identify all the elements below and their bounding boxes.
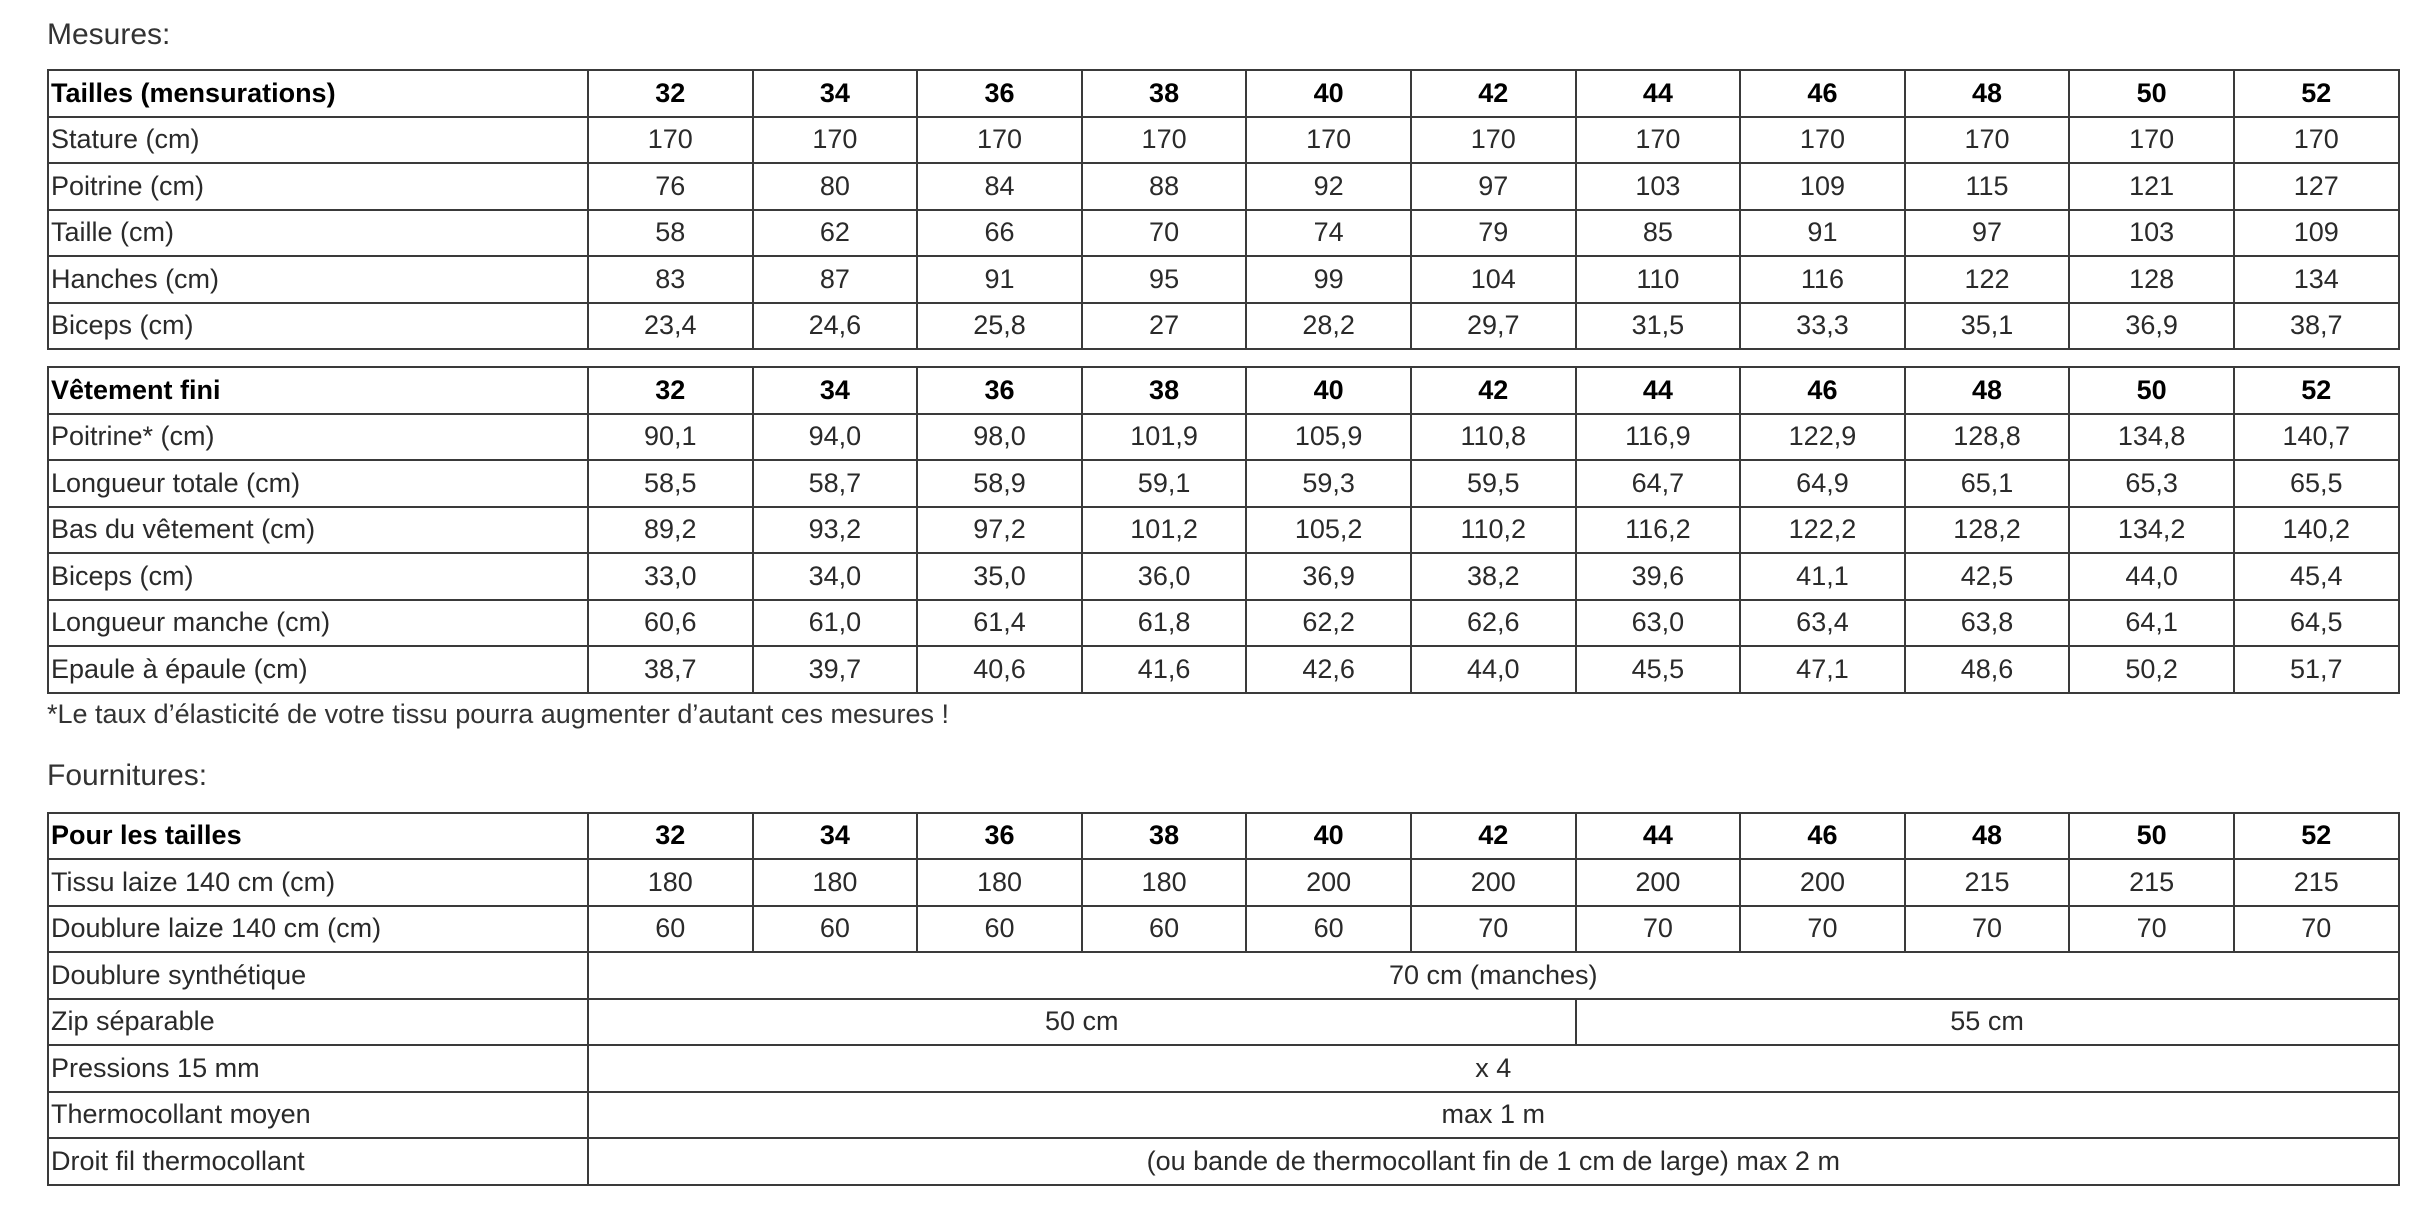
- table-row: [48, 163, 2399, 210]
- value-cell: 59,1: [1082, 460, 1247, 507]
- size-header-cell: 42: [1411, 813, 1576, 860]
- value-cell: 74: [1246, 210, 1411, 257]
- value-cell: 109: [1740, 163, 1905, 210]
- size-header-cell: 42: [1411, 70, 1576, 117]
- value-cell: 170: [753, 117, 918, 164]
- value-cell: 88: [1082, 163, 1247, 210]
- value-cell: 35,0: [917, 553, 1082, 600]
- value-cell: 47,1: [1740, 646, 1905, 693]
- size-header-cell: 50: [2069, 367, 2234, 414]
- size-header-cell: 36: [917, 813, 1082, 860]
- value-cell: 76: [588, 163, 753, 210]
- value-cell: 34,0: [753, 553, 918, 600]
- value-cell: 36,0: [1082, 553, 1247, 600]
- value-cell: 44,0: [1411, 646, 1576, 693]
- value-cell: 140,2: [2234, 507, 2399, 554]
- value-cell: 170: [1246, 117, 1411, 164]
- value-cell: 33,3: [1740, 303, 1905, 350]
- value-cell: 116: [1740, 256, 1905, 303]
- table-row: [48, 460, 2399, 507]
- row-label-cell: Zip séparable: [48, 999, 588, 1046]
- merged-value-cell: x 4: [588, 1045, 2399, 1092]
- value-cell: 200: [1740, 859, 1905, 906]
- value-cell: 80: [753, 163, 918, 210]
- value-cell: 63,0: [1576, 600, 1741, 647]
- table-row: [48, 210, 2399, 257]
- value-cell: 66: [917, 210, 1082, 257]
- value-cell: 110: [1576, 256, 1741, 303]
- elasticity-footnote: *Le taux d’élasticité de votre tissu pourra augmenter d’autant ces mesures !: [47, 698, 949, 729]
- size-header-cell: 40: [1246, 367, 1411, 414]
- size-header-cell: 52: [2234, 70, 2399, 117]
- size-header-cell: 44: [1576, 813, 1741, 860]
- value-cell: 200: [1576, 859, 1741, 906]
- size-header-cell: 36: [917, 367, 1082, 414]
- merged-value-cell: 50 cm: [588, 999, 1576, 1046]
- table-row: [48, 859, 2399, 906]
- merged-value-cell: 55 cm: [1576, 999, 2399, 1046]
- value-cell: 101,9: [1082, 414, 1247, 461]
- value-cell: 215: [1905, 859, 2070, 906]
- size-header-cell: 50: [2069, 70, 2234, 117]
- value-cell: 94,0: [753, 414, 918, 461]
- row-label-cell: Doublure synthétique: [48, 952, 588, 999]
- value-cell: 31,5: [1576, 303, 1741, 350]
- value-cell: 116,2: [1576, 507, 1741, 554]
- size-header-cell: 38: [1082, 813, 1247, 860]
- value-cell: 104: [1411, 256, 1576, 303]
- value-cell: 29,7: [1411, 303, 1576, 350]
- value-cell: 83: [588, 256, 753, 303]
- value-cell: 89,2: [588, 507, 753, 554]
- value-cell: 95: [1082, 256, 1247, 303]
- value-cell: 61,8: [1082, 600, 1247, 647]
- size-header-cell: 40: [1246, 70, 1411, 117]
- size-header-cell: 48: [1905, 70, 2070, 117]
- value-cell: 60: [1246, 906, 1411, 953]
- row-label-cell: Biceps (cm): [48, 303, 588, 350]
- value-cell: 134,2: [2069, 507, 2234, 554]
- value-cell: 122: [1905, 256, 2070, 303]
- value-cell: 170: [2069, 117, 2234, 164]
- value-cell: 45,4: [2234, 553, 2399, 600]
- value-cell: 64,5: [2234, 600, 2399, 647]
- value-cell: 180: [588, 859, 753, 906]
- row-label-cell: Longueur manche (cm): [48, 600, 588, 647]
- value-cell: 27: [1082, 303, 1247, 350]
- value-cell: 42,5: [1905, 553, 2070, 600]
- value-cell: 41,6: [1082, 646, 1247, 693]
- size-header-cell: 48: [1905, 367, 2070, 414]
- value-cell: 36,9: [1246, 553, 1411, 600]
- value-cell: 170: [1905, 117, 2070, 164]
- value-cell: 79: [1411, 210, 1576, 257]
- value-cell: 140,7: [2234, 414, 2399, 461]
- value-cell: 70: [1740, 906, 1905, 953]
- value-cell: 109: [2234, 210, 2399, 257]
- value-cell: 25,8: [917, 303, 1082, 350]
- supplies-table: [47, 812, 2400, 1186]
- row-label-cell: Hanches (cm): [48, 256, 588, 303]
- size-header-cell: 50: [2069, 813, 2234, 860]
- table-row: [48, 507, 2399, 554]
- value-cell: 63,8: [1905, 600, 2070, 647]
- value-cell: 62: [753, 210, 918, 257]
- value-cell: 48,6: [1905, 646, 2070, 693]
- table-row: [48, 414, 2399, 461]
- value-cell: 101,2: [1082, 507, 1247, 554]
- value-cell: 38,7: [588, 646, 753, 693]
- value-cell: 70: [2069, 906, 2234, 953]
- value-cell: 180: [917, 859, 1082, 906]
- value-cell: 97,2: [917, 507, 1082, 554]
- value-cell: 38,2: [1411, 553, 1576, 600]
- size-header-cell: 38: [1082, 367, 1247, 414]
- value-cell: 128,8: [1905, 414, 2070, 461]
- value-cell: 33,0: [588, 553, 753, 600]
- size-header-cell: 32: [588, 367, 753, 414]
- row-label-cell: Stature (cm): [48, 117, 588, 164]
- value-cell: 122,2: [1740, 507, 1905, 554]
- table-row: [48, 553, 2399, 600]
- table-header-row: [48, 367, 2399, 414]
- value-cell: 60: [753, 906, 918, 953]
- value-cell: 39,6: [1576, 553, 1741, 600]
- value-cell: 170: [2234, 117, 2399, 164]
- value-cell: 93,2: [753, 507, 918, 554]
- merged-value-cell: max 1 m: [588, 1092, 2399, 1139]
- value-cell: 200: [1246, 859, 1411, 906]
- size-header-cell: 32: [588, 813, 753, 860]
- value-cell: 58,5: [588, 460, 753, 507]
- value-cell: 65,3: [2069, 460, 2234, 507]
- value-cell: 170: [1576, 117, 1741, 164]
- value-cell: 70: [1411, 906, 1576, 953]
- value-cell: 60: [917, 906, 1082, 953]
- value-cell: 70: [1082, 210, 1247, 257]
- size-chart-page: [47, 0, 2387, 1186]
- value-cell: 59,5: [1411, 460, 1576, 507]
- value-cell: 63,4: [1740, 600, 1905, 647]
- value-cell: 110,8: [1411, 414, 1576, 461]
- table-row: [48, 303, 2399, 350]
- value-cell: 170: [1740, 117, 1905, 164]
- value-cell: 50,2: [2069, 646, 2234, 693]
- value-cell: 62,6: [1411, 600, 1576, 647]
- value-cell: 24,6: [753, 303, 918, 350]
- value-cell: 105,9: [1246, 414, 1411, 461]
- table-row: [48, 952, 2399, 999]
- table-row: [48, 600, 2399, 647]
- value-cell: 60,6: [588, 600, 753, 647]
- value-cell: 64,9: [1740, 460, 1905, 507]
- value-cell: 134: [2234, 256, 2399, 303]
- value-cell: 39,7: [753, 646, 918, 693]
- value-cell: 65,5: [2234, 460, 2399, 507]
- measures-section-title: Mesures:: [47, 18, 171, 51]
- row-label-cell: Pressions 15 mm: [48, 1045, 588, 1092]
- value-cell: 58,9: [917, 460, 1082, 507]
- value-cell: 97: [1905, 210, 2070, 257]
- value-cell: 42,6: [1246, 646, 1411, 693]
- value-cell: 170: [917, 117, 1082, 164]
- table-header-row: [48, 70, 2399, 117]
- body-measurements-table: [47, 69, 2400, 350]
- value-cell: 215: [2234, 859, 2399, 906]
- size-header-cell: 42: [1411, 367, 1576, 414]
- value-cell: 38,7: [2234, 303, 2399, 350]
- value-cell: 91: [917, 256, 1082, 303]
- value-cell: 87: [753, 256, 918, 303]
- value-cell: 170: [588, 117, 753, 164]
- value-cell: 61,4: [917, 600, 1082, 647]
- value-cell: 64,7: [1576, 460, 1741, 507]
- finished-garment-body: [48, 367, 2399, 693]
- value-cell: 98,0: [917, 414, 1082, 461]
- value-cell: 65,1: [1905, 460, 2070, 507]
- size-header-cell: 44: [1576, 70, 1741, 117]
- row-label-cell: Epaule à épaule (cm): [48, 646, 588, 693]
- value-cell: 92: [1246, 163, 1411, 210]
- value-cell: 64,1: [2069, 600, 2234, 647]
- value-cell: 180: [753, 859, 918, 906]
- table-row: [48, 646, 2399, 693]
- merged-value-cell: 70 cm (manches): [588, 952, 2399, 999]
- value-cell: 99: [1246, 256, 1411, 303]
- table-row: [48, 1045, 2399, 1092]
- value-cell: 58: [588, 210, 753, 257]
- header-label-cell: Tailles (mensurations): [48, 70, 588, 117]
- size-header-cell: 48: [1905, 813, 2070, 860]
- size-header-cell: 46: [1740, 367, 1905, 414]
- table-row: [48, 999, 2399, 1046]
- value-cell: 134,8: [2069, 414, 2234, 461]
- size-header-cell: 34: [753, 367, 918, 414]
- row-label-cell: Poitrine* (cm): [48, 414, 588, 461]
- value-cell: 44,0: [2069, 553, 2234, 600]
- size-header-cell: 34: [753, 813, 918, 860]
- size-header-cell: 46: [1740, 813, 1905, 860]
- value-cell: 36,9: [2069, 303, 2234, 350]
- row-label-cell: Thermocollant moyen: [48, 1092, 588, 1139]
- table-row: [48, 1092, 2399, 1139]
- value-cell: 23,4: [588, 303, 753, 350]
- value-cell: 97: [1411, 163, 1576, 210]
- merged-value-cell: (ou bande de thermocollant fin de 1 cm de large) max 2 m: [588, 1138, 2399, 1185]
- size-header-cell: 34: [753, 70, 918, 117]
- value-cell: 59,3: [1246, 460, 1411, 507]
- size-header-cell: 32: [588, 70, 753, 117]
- value-cell: 110,2: [1411, 507, 1576, 554]
- value-cell: 45,5: [1576, 646, 1741, 693]
- size-header-cell: 52: [2234, 813, 2399, 860]
- body-measurements-body: [48, 70, 2399, 349]
- value-cell: 116,9: [1576, 414, 1741, 461]
- size-header-cell: 36: [917, 70, 1082, 117]
- value-cell: 40,6: [917, 646, 1082, 693]
- value-cell: 85: [1576, 210, 1741, 257]
- supplies-body: [48, 813, 2399, 1185]
- value-cell: 128: [2069, 256, 2234, 303]
- table-row: [48, 1138, 2399, 1185]
- value-cell: 91: [1740, 210, 1905, 257]
- value-cell: 121: [2069, 163, 2234, 210]
- size-header-cell: 46: [1740, 70, 1905, 117]
- value-cell: 61,0: [753, 600, 918, 647]
- size-header-cell: 52: [2234, 367, 2399, 414]
- value-cell: 105,2: [1246, 507, 1411, 554]
- size-header-cell: 38: [1082, 70, 1247, 117]
- table-row: [48, 906, 2399, 953]
- value-cell: 62,2: [1246, 600, 1411, 647]
- value-cell: 128,2: [1905, 507, 2070, 554]
- size-header-cell: 40: [1246, 813, 1411, 860]
- table-row: [48, 117, 2399, 164]
- value-cell: 84: [917, 163, 1082, 210]
- value-cell: 58,7: [753, 460, 918, 507]
- row-label-cell: Longueur totale (cm): [48, 460, 588, 507]
- value-cell: 200: [1411, 859, 1576, 906]
- value-cell: 28,2: [1246, 303, 1411, 350]
- value-cell: 70: [1905, 906, 2070, 953]
- value-cell: 127: [2234, 163, 2399, 210]
- value-cell: 180: [1082, 859, 1247, 906]
- value-cell: 41,1: [1740, 553, 1905, 600]
- supplies-section-title: Fournitures:: [47, 758, 208, 792]
- row-label-cell: Taille (cm): [48, 210, 588, 257]
- value-cell: 122,9: [1740, 414, 1905, 461]
- value-cell: 103: [1576, 163, 1741, 210]
- value-cell: 103: [2069, 210, 2234, 257]
- value-cell: 115: [1905, 163, 2070, 210]
- header-label-cell: Pour les tailles: [48, 813, 588, 860]
- row-label-cell: Poitrine (cm): [48, 163, 588, 210]
- row-label-cell: Bas du vêtement (cm): [48, 507, 588, 554]
- value-cell: 70: [1576, 906, 1741, 953]
- table-row: [48, 256, 2399, 303]
- header-label-cell: Vêtement fini: [48, 367, 588, 414]
- value-cell: 60: [1082, 906, 1247, 953]
- size-header-cell: 44: [1576, 367, 1741, 414]
- value-cell: 51,7: [2234, 646, 2399, 693]
- value-cell: 60: [588, 906, 753, 953]
- value-cell: 170: [1411, 117, 1576, 164]
- row-label-cell: Biceps (cm): [48, 553, 588, 600]
- value-cell: 170: [1082, 117, 1247, 164]
- value-cell: 35,1: [1905, 303, 2070, 350]
- row-label-cell: Doublure laize 140 cm (cm): [48, 906, 588, 953]
- value-cell: 215: [2069, 859, 2234, 906]
- value-cell: 70: [2234, 906, 2399, 953]
- row-label-cell: Tissu laize 140 cm (cm): [48, 859, 588, 906]
- finished-garment-table: [47, 366, 2400, 694]
- value-cell: 90,1: [588, 414, 753, 461]
- table-header-row: [48, 813, 2399, 860]
- row-label-cell: Droit fil thermocollant: [48, 1138, 588, 1185]
